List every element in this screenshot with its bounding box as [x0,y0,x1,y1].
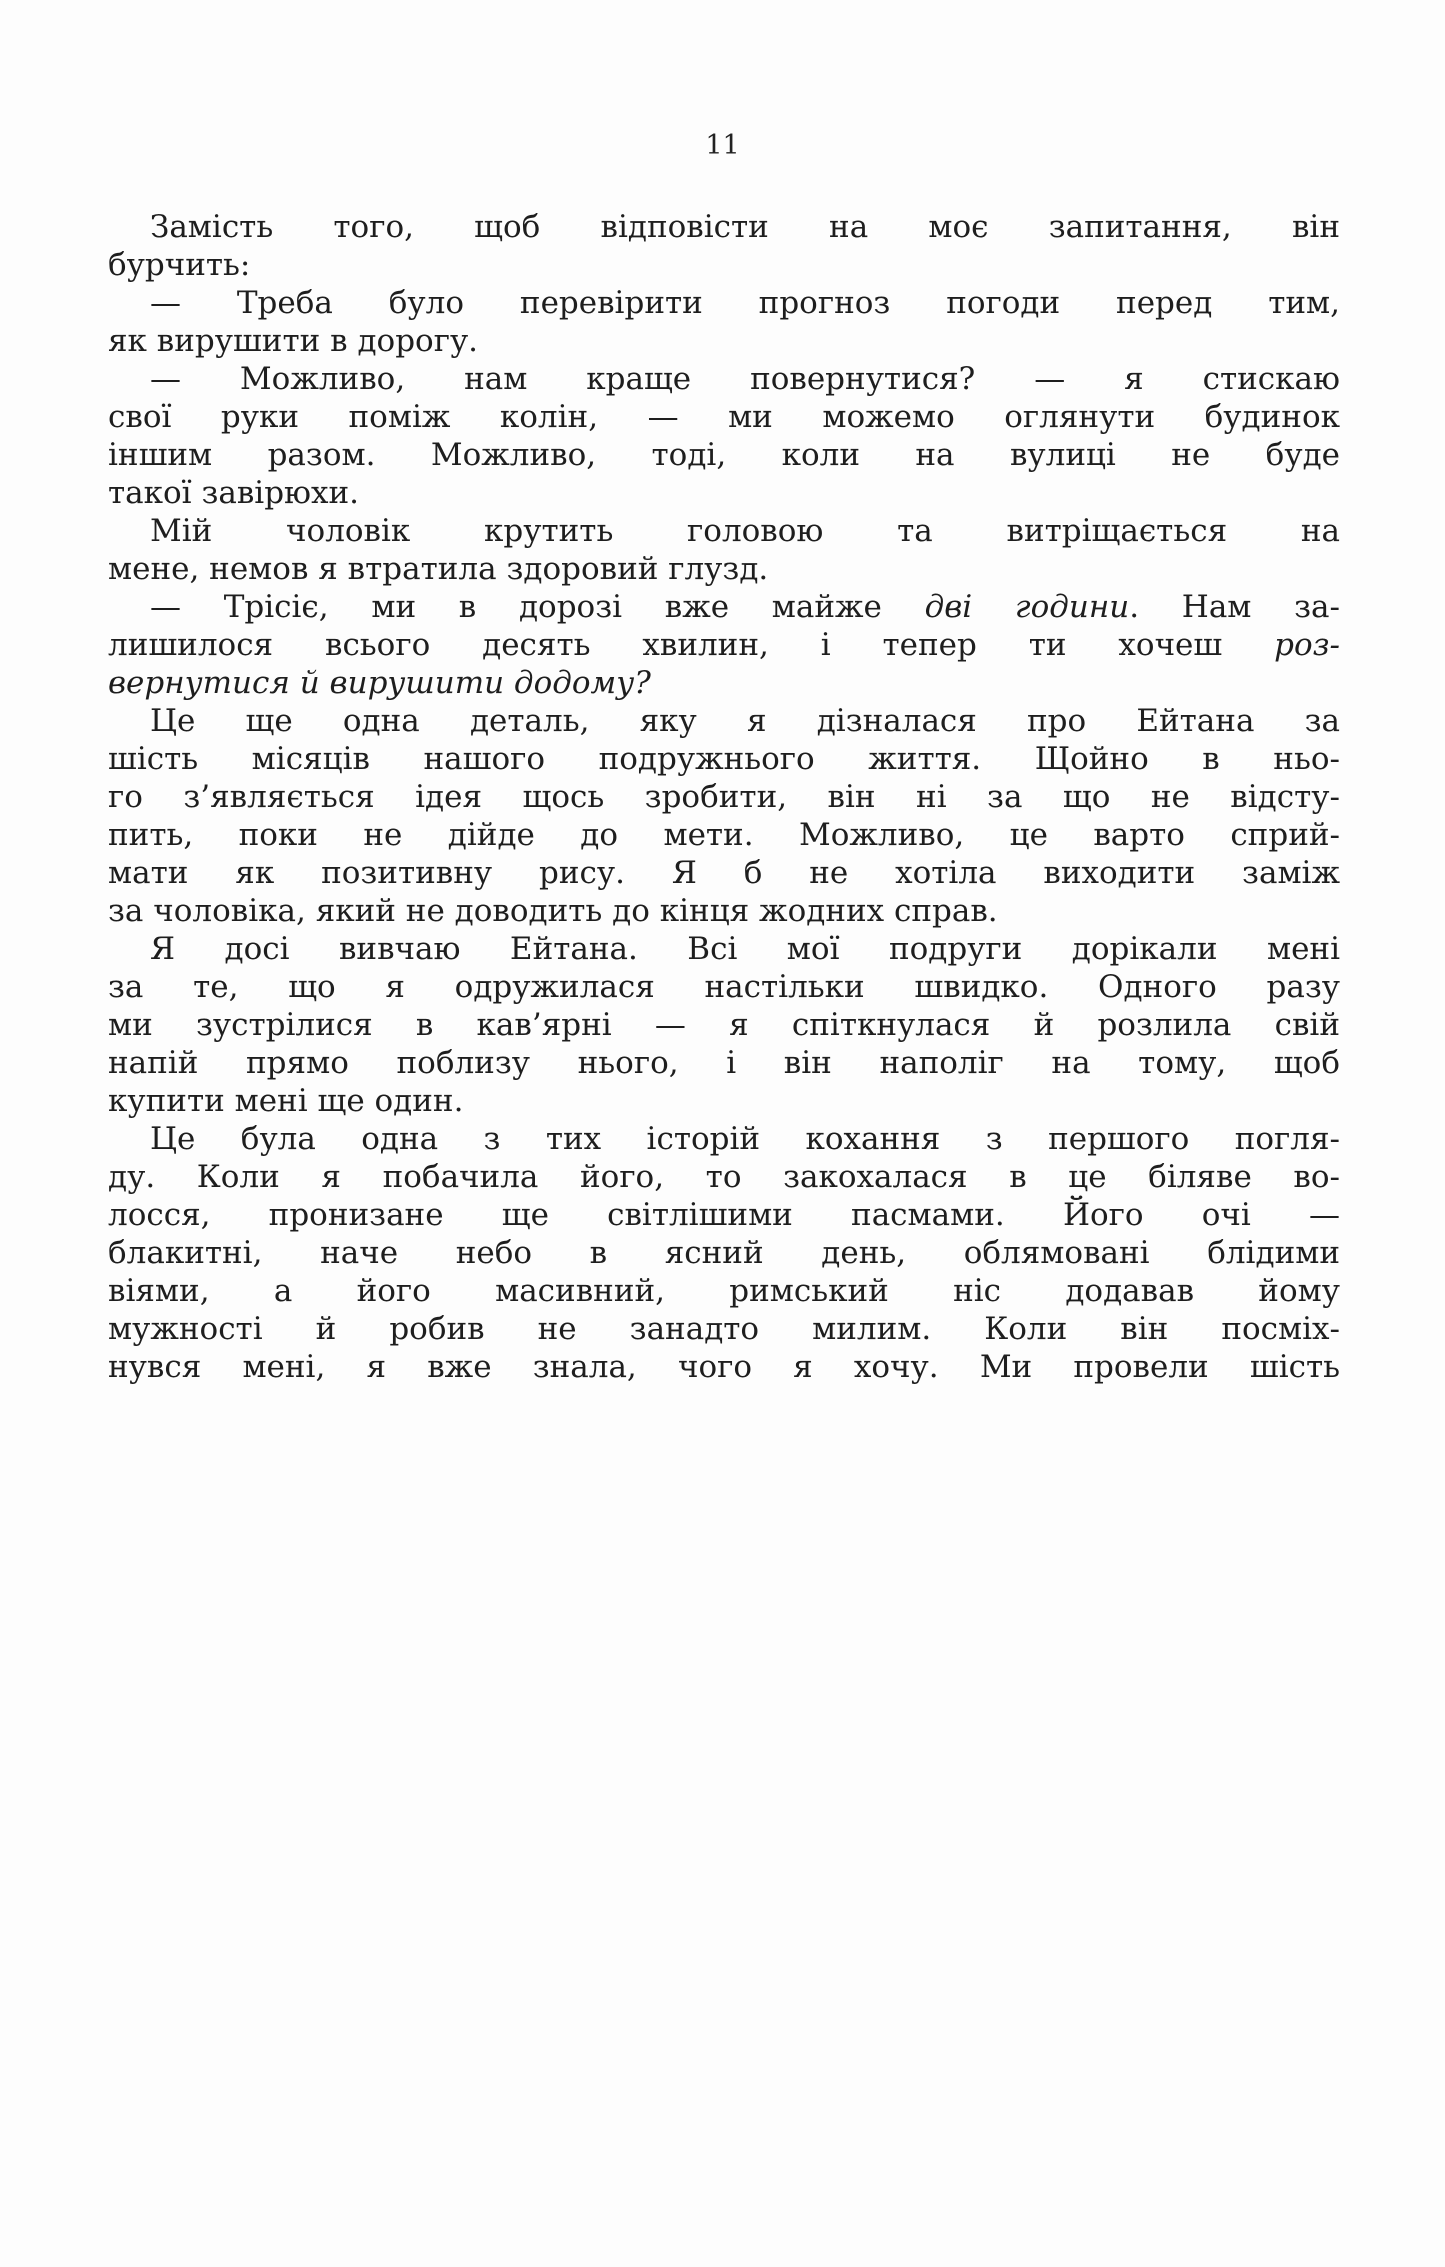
text-segment: . Нам за- [1129,589,1340,625]
text-segment: Це була одна з тих історій кохання з першого погля- [150,1121,1340,1157]
text-line [108,1348,1340,1386]
paragraph [108,702,1340,930]
text-line [108,436,1340,474]
text-segment: свої руки поміж колін, — ми можемо оглянути будинок [108,399,1340,435]
text-line [108,1310,1340,1348]
paragraph [108,1120,1340,1386]
text-line [108,512,1340,550]
text-line [108,664,1340,702]
text-segment: — Можливо, нам краще повернутися? — я стискаю [150,361,1340,397]
text-segment: бурчить: [108,247,251,283]
text-line [108,892,1340,930]
text-line [108,702,1340,740]
text-line [108,1006,1340,1044]
page-number: 11 [705,130,740,161]
text-segment: лишилося всього десять хвилин, і тепер ти хочеш [108,627,1275,663]
text-segment: ду. Коли я побачила його, то закохалася в це біляве во- [108,1159,1340,1195]
text-line [108,284,1340,322]
text-segment: іншим разом. Можливо, тоді, коли на вулиці не буде [108,437,1340,473]
text-segment: лосся, пронизане ще світлішими пасмами. Його очі — [108,1197,1340,1233]
text-line [108,1196,1340,1234]
text-line [108,740,1340,778]
body-text [108,208,1340,1386]
text-line [108,550,1340,588]
text-line [108,208,1340,246]
text-segment: Це ще одна деталь, яку я дізналася про Ейтана за [150,703,1340,739]
text-segment: блакитні, наче небо в ясний день, облямовані блідими [108,1235,1340,1271]
text-line [108,1044,1340,1082]
text-line [108,1158,1340,1196]
paragraph [108,512,1340,588]
text-line [108,1082,1340,1120]
text-line [108,360,1340,398]
text-line [108,854,1340,892]
text-segment: — Треба було перевірити прогноз погоди перед тим, [150,285,1340,321]
text-segment: нувся мені, я вже знала, чого я хочу. Ми провели шість [108,1349,1340,1385]
italic-text: роз- [1274,627,1340,663]
italic-text: дві години [924,589,1130,625]
text-segment: як вирушити в дорогу. [108,323,479,359]
text-segment: Мій чоловік крутить головою та витріщається на [150,513,1340,549]
text-line [108,246,1340,284]
text-line [108,1120,1340,1158]
text-line [108,816,1340,854]
text-segment: за чоловіка, який не доводить до кінця жодних справ. [108,893,998,929]
paragraph [108,930,1340,1120]
paragraph [108,284,1340,360]
text-segment: напій прямо поблизу нього, і він наполіг на тому, щоб [108,1045,1340,1081]
text-line [108,588,1340,626]
text-segment: шість місяців нашого подружнього життя. Щойно в ньо- [108,741,1340,777]
text-segment: — Трісіє, ми в дорозі вже майже [150,589,925,625]
paragraph [108,588,1340,702]
text-segment: мужності й робив не занадто милим. Коли він посміх- [108,1311,1340,1347]
text-segment: за те, що я одружилася настільки швидко. Одного разу [108,969,1340,1005]
text-segment: мати як позитивну рису. Я б не хотіла виходити заміж [108,855,1340,891]
text-line [108,1234,1340,1272]
paragraph [108,360,1340,512]
text-segment: го з’являється ідея щось зробити, він ні за що не відсту- [108,779,1340,815]
text-segment: пить, поки не дійде до мети. Можливо, це варто сприй- [108,817,1340,853]
italic-text: вернутися й вирушити додому? [108,665,651,701]
text-line [108,626,1340,664]
text-line [108,322,1340,360]
text-segment: такої завірюхи. [108,475,360,511]
paragraph [108,208,1340,284]
text-line [108,398,1340,436]
text-line [108,474,1340,512]
text-segment: Замість того, щоб відповісти на моє запитання, він [150,209,1340,245]
text-line [108,1272,1340,1310]
text-segment: віями, а його масивний, римський ніс додавав йому [108,1273,1340,1309]
text-line [108,930,1340,968]
text-line [108,968,1340,1006]
text-line [108,778,1340,816]
text-segment: ми зустрілися в кав’ярні — я спіткнулася й розлила свій [108,1007,1340,1043]
text-segment: Я досі вивчаю Ейтана. Всі мої подруги дорікали мені [150,931,1340,967]
text-segment: купити мені ще один. [108,1083,464,1119]
text-segment: мене, немов я втратила здоровий глузд. [108,551,769,587]
